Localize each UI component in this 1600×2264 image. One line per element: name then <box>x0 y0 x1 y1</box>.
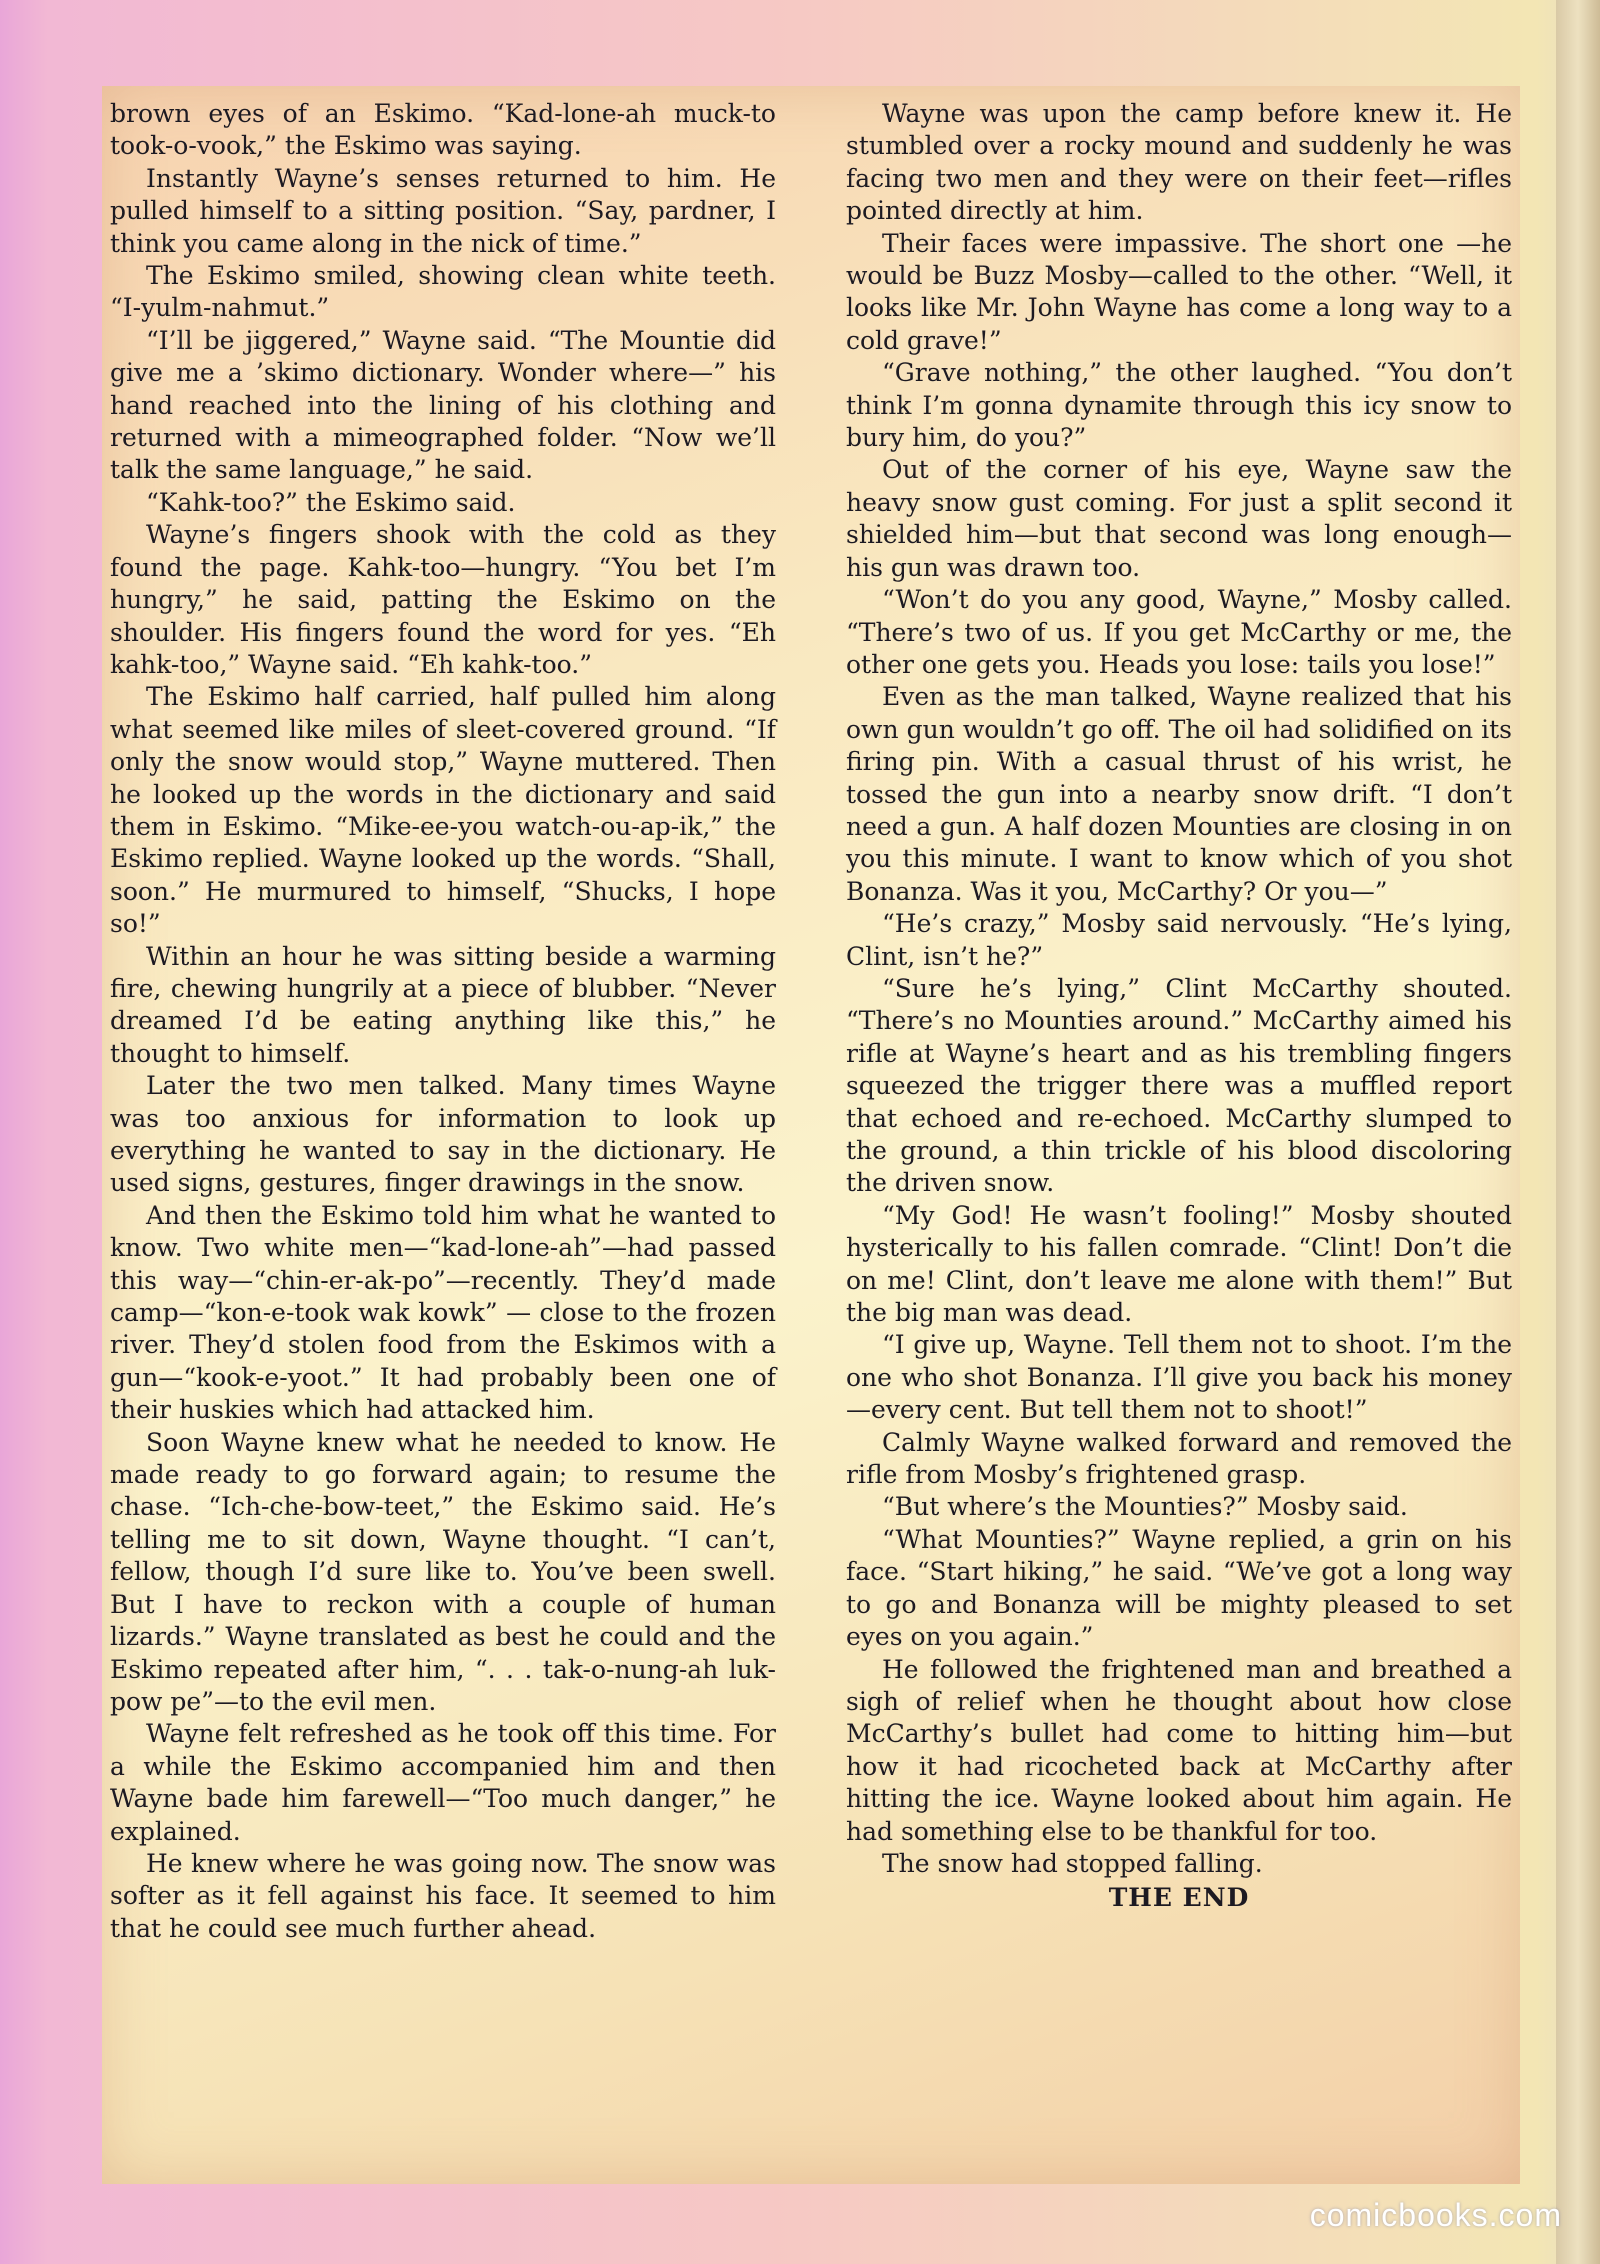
paragraph: He followed the frightened man and breathed a sigh of relief when he thought about how close McCarthy’s bullet had come to hitting him—but how it had ricocheted back at McCarthy after hitting the ice. Wayne looked about him again. He had something else to be thankful for too. <box>846 1654 1512 1846</box>
paragraph: The Eskimo half carried, half pulled him along what seemed like miles of sleet-covered ground. “If only the snow would stop,” Wayne muttered. Then he looked up the words in the dictionary and said them in Eskimo. “Mike-ee-you watch-ou-ap-ik,” the Eskimo replied. Wayne looked up the words. “Shall, soon.” He murmured to himself, “Shucks, I hope so!” <box>110 682 776 939</box>
paragraph: “What Mounties?” Wayne replied, a grin on his face. “Start hiking,” he said. “We’ve got a long way to go and Bonanza will be mighty pleased to set eyes on you again.” <box>846 1524 1512 1652</box>
page-spine <box>1556 0 1600 2264</box>
right-text-column <box>846 98 1512 1915</box>
paragraph: “Sure he’s lying,” Clint McCarthy shouted. “There’s no Mounties around.” McCarthy aimed his rifle at Wayne’s heart and as his trembling fingers squeezed the trigger there was a muffled report that echoed and re-echoed. McCarthy slumped to the ground, a thin trickle of his blood discoloring the driven snow. <box>846 973 1512 1198</box>
paragraph: The Eskimo smiled, showing clean white teeth. “I-yulm-nahmut.” <box>110 261 776 323</box>
paragraph: Their faces were impassive. The short one —he would be Buzz Mosby—called to the other. “Well, it looks like Mr. John Wayne has come a long way to a cold grave!” <box>846 228 1512 355</box>
watermark: comicbooks.com <box>1309 2197 1562 2233</box>
paragraph: Soon Wayne knew what he needed to know. He made ready to go forward again; to resume the chase. “Ich-che-bow-teet,” the Eskimo said. He’s telling me to sit down, Wayne thought. “I can’t, fellow, though I’d sure like to. You’ve been swell. But I have to reckon with a couple of human lizards.” Wayne translated as best he could and the Eskimo repeated after him, “. . . tak-o-nung-ah luk-pow pe”—to the evil men. <box>110 1427 776 1716</box>
paragraph: “Kahk-too?” the Eskimo said. <box>146 487 516 517</box>
paragraph: Instantly Wayne’s senses returned to him. He pulled himself to a sitting position. “Say, pardner, I think you came along in the nick of time.” <box>110 163 776 258</box>
paragraph: “My God! He wasn’t fooling!” Mosby shouted hysterically to his fallen comrade. “Clint! Don’t die on me! Clint, don’t leave me alone with them!” But the big man was dead. <box>846 1200 1512 1328</box>
paragraph: “But where’s the Mounties?” Mosby said. <box>882 1492 1408 1522</box>
paragraph: Wayne felt refreshed as he took off this time. For a while the Eskimo accompanied him and then Wayne bade him farewell—“Too much danger,” he explained. <box>110 1719 776 1846</box>
paragraph: Calmly Wayne walked forward and removed the rifle from Mosby’s frightened grasp. <box>846 1427 1512 1490</box>
left-text-column <box>110 98 776 1945</box>
paragraph: Later the two men talked. Many times Wayne was too anxious for information to look up everything he wanted to say in the dictionary. He used signs, gestures, finger drawings in the snow. <box>110 1071 776 1198</box>
paragraph: “I give up, Wayne. Tell them not to shoot. I’m the one who shot Bonanza. I’ll give you back his money—every cent. But tell them not to shoot!” <box>846 1330 1512 1425</box>
paragraph: “He’s crazy,” Mosby said nervously. “He’s lying, Clint, isn’t he?” <box>846 909 1512 971</box>
paragraph: He knew where he was going now. The snow was softer as it fell against his face. It seemed to him that he could see much further ahead. <box>110 1848 776 1943</box>
paragraph: Even as the man talked, Wayne realized that his own gun wouldn’t go off. The oil had solidified on its firing pin. With a casual thrust of his wrist, he tossed the gun into a nearby snow drift. “I don’t need a gun. A half dozen Mounties are closing in on you this minute. I want to know which of you shot Bonanza. Was it you, McCarthy? Or you—” <box>846 682 1512 906</box>
paragraph: Wayne was upon the camp before knew it. He stumbled over a rocky mound and suddenly he was facing two men and they were on their feet—rifles pointed directly at him. <box>846 99 1512 226</box>
paragraph: The snow had stopped falling. <box>882 1848 1263 1878</box>
paragraph: “Grave nothing,” the other laughed. “You don’t think I’m gonna dynamite through this icy snow to bury him, do you?” <box>846 358 1512 453</box>
paragraph: “I’ll be jiggered,” Wayne said. “The Mountie did give me a ’skimo dictionary. Wonder where—” his hand reached into the lining of his clothing and returned with a mimeographed folder. “Now we’ll talk the same language,” he said. <box>110 325 776 485</box>
paragraph: Wayne’s fingers shook with the cold as they found the page. Kahk-too—hungry. “You bet I’m hungry,” he said, patting the Eskimo on the shoulder. His fingers found the word for yes. “Eh kahk-too,” Wayne said. “Eh kahk-too.” <box>110 520 776 679</box>
paragraph: “Won’t do you any good, Wayne,” Mosby called. “There’s two of us. If you get McCarthy or me, the other one gets you. Heads you lose: tails you lose!” <box>846 585 1512 679</box>
paragraph: Within an hour he was sitting beside a warming fire, chewing hungrily at a piece of blubber. “Never dreamed I’d be eating anything like this,” he thought to himself. <box>110 941 776 1068</box>
paragraph: Out of the corner of his eye, Wayne saw the heavy snow gust coming. For just a split second it shielded him—but that second was long enough—his gun was drawn too. <box>846 455 1512 582</box>
paragraph: And then the Eskimo told him what he wanted to know. Two white men—“kad-lone-ah”—had passed this way—“chin-er-ak-po”—recently. They’d made camp—“kon-e-took wak kowk” — close to the frozen river. They’d stolen food from the Eskimos with a gun—“kook-e-yoot.” It had probably been one of their huskies which had attacked him. <box>110 1200 776 1425</box>
paragraph: brown eyes of an Eskimo. “Kad-lone-ah muck-to took-o-vook,” the Eskimo was saying. <box>110 99 776 161</box>
the-end-label: THE END <box>1108 1883 1250 1913</box>
